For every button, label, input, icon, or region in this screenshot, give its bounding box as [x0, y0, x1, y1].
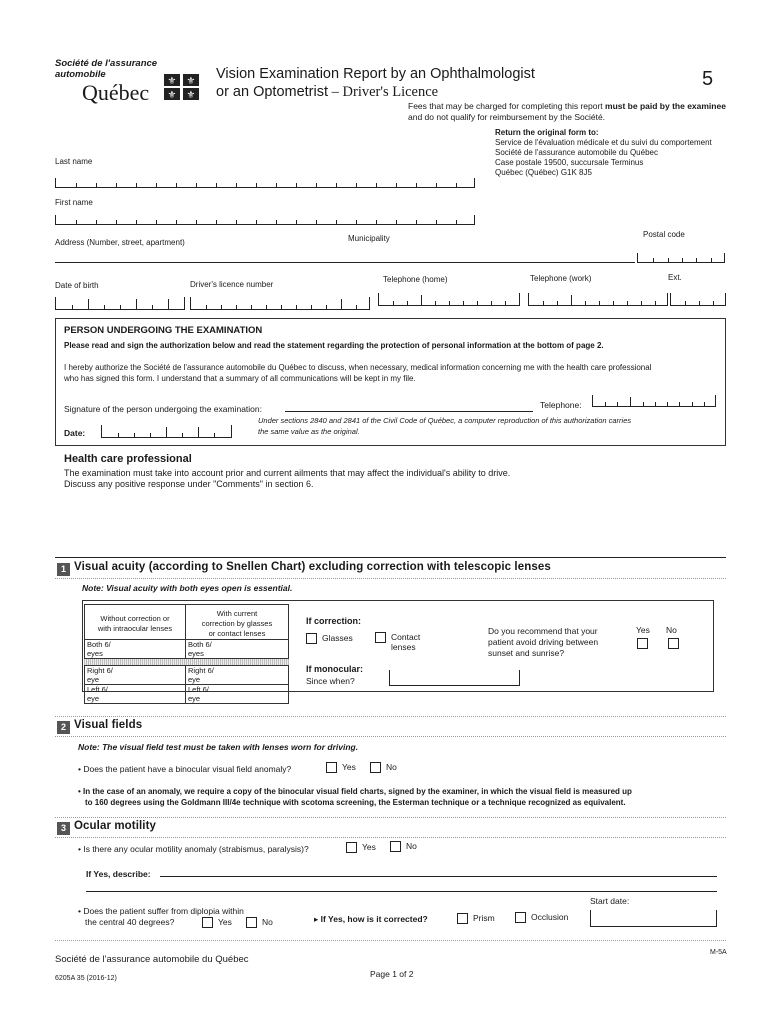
how-corrected-text: If Yes, how is it corrected? — [320, 914, 428, 924]
fees-line-1b: must be paid by the examinee — [605, 101, 726, 111]
contact-lenses-l2: lenses — [391, 642, 416, 652]
professional-line-1: The examination must take into account prior and current ailments that may affect the individual's ability to drive. — [64, 468, 511, 478]
sunset-question-l2: patient avoid driving between — [488, 637, 599, 647]
diplopia-no-label: No — [262, 917, 273, 927]
svg-text:⚜: ⚜ — [167, 90, 177, 100]
dob-label: Date of birth — [55, 281, 99, 290]
date-label: Date: — [64, 428, 86, 438]
motility-no-label: No — [406, 841, 417, 851]
prism-label: Prism — [473, 913, 495, 923]
address-line[interactable] — [55, 262, 635, 263]
arrow-right-icon: ▸ — [314, 914, 319, 924]
acuity-right-nocorr[interactable] — [84, 665, 186, 685]
sunset-question — [488, 626, 598, 659]
occlusion-checkbox[interactable] — [515, 912, 526, 923]
bullet: • — [78, 844, 84, 854]
date-field[interactable] — [101, 425, 232, 438]
footer-form-code: 6205A 35 (2016-12) — [55, 975, 117, 982]
return-title: Return the original form to: — [495, 128, 599, 137]
since-when-label: Since when? — [306, 676, 355, 686]
motility-question — [78, 844, 309, 854]
sunset-question-l1: Do you recommend that your — [488, 626, 598, 636]
acuity-both-corr[interactable] — [185, 639, 289, 659]
agency-line-2: automobile — [55, 69, 106, 80]
both-eyes-label-2b: eyes — [188, 649, 204, 658]
prism-checkbox[interactable] — [457, 913, 468, 924]
form-title-line-2a: or an Optometrist — [216, 84, 329, 100]
section-3-top-rule — [55, 817, 726, 818]
section-3-title: Ocular motility — [74, 820, 157, 832]
anomaly-instruction — [78, 786, 632, 808]
postal-code-label: Postal code — [643, 230, 685, 239]
bullet: • — [78, 906, 84, 916]
glasses-label: Glasses — [322, 633, 353, 643]
anomaly-line-1: In the case of an anomaly, we require a copy of the binocular visual field charts, signed by the examiner, in which the visual field is measured up — [83, 787, 632, 796]
binocular-no-checkbox[interactable] — [370, 762, 381, 773]
person-telephone-label: Telephone: — [540, 400, 582, 410]
person-instruction: Please read and sign the authorization below and read the statement regarding the protection of personal information at the bottom of page 2. — [64, 341, 604, 350]
section-2-note: Note: The visual field test must be taken with lenses worn for driving. — [78, 742, 359, 752]
return-line-2: Société de l'assurance automobile du Québec — [495, 148, 658, 157]
acuity-col1-header — [84, 604, 186, 640]
bullet: • — [78, 787, 84, 796]
start-date-field[interactable] — [590, 910, 717, 927]
motility-question-text: Is there any ocular motility anomaly (strabismus, paralysis)? — [83, 844, 309, 854]
left-eye-label-1: Left 6/ — [87, 685, 108, 694]
left-eye-label-2b: eye — [188, 694, 201, 703]
acuity-col1-header-l2: with intraocular lenses — [97, 624, 173, 633]
how-corrected-label — [314, 914, 428, 925]
both-eyes-label-2: Both 6/ — [188, 640, 212, 649]
section-1-divider — [55, 578, 726, 579]
diplopia-l2: the central 40 degrees? — [85, 917, 175, 927]
section-2-title: Visual fields — [74, 719, 143, 731]
acuity-right-corr[interactable] — [185, 665, 289, 685]
first-name-label: First name — [55, 198, 93, 207]
section-3-divider — [55, 837, 726, 838]
acuity-left-corr[interactable] — [185, 684, 289, 704]
quebec-flag-logo — [164, 74, 200, 100]
section-3-bottom-rule — [55, 940, 726, 941]
contact-lenses-checkbox[interactable] — [375, 632, 386, 643]
footer-page: Page 1 of 2 — [370, 969, 414, 979]
acuity-left-nocorr[interactable] — [84, 684, 186, 704]
civil-code-line-2: the same value as the original. — [258, 427, 360, 436]
ext-label: Ext. — [668, 273, 682, 282]
address-label: Address (Number, street, apartment) — [55, 238, 185, 247]
postal-code-field[interactable] — [637, 253, 725, 263]
binocular-yes-checkbox[interactable] — [326, 762, 337, 773]
last-name-label: Last name — [55, 157, 93, 166]
section-2-divider — [55, 736, 726, 737]
section-3-number: 3 — [57, 822, 70, 835]
return-line-4: Québec (Québec) G1K 8J5 — [495, 168, 592, 177]
left-eye-label-1b: eye — [87, 694, 100, 703]
binocular-question-text: Does the patient have a binocular visual field anomaly? — [83, 764, 292, 774]
start-date-label: Start date: — [590, 896, 630, 906]
both-eyes-label-1: Both 6/ — [87, 640, 111, 649]
describe-label: If Yes, describe: — [86, 869, 151, 879]
acuity-col2-header-l3: or contact lenses — [208, 629, 266, 638]
acuity-col2-header — [185, 604, 289, 640]
tel-work-field[interactable] — [528, 293, 668, 306]
occlusion-label: Occlusion — [531, 912, 569, 922]
auth-line-2: who has signed this form. I understand that a summary of all communications will be kept in my file. — [64, 374, 416, 383]
person-telephone-field[interactable] — [592, 395, 716, 407]
sunset-no-label: No — [666, 625, 677, 635]
form-number: 5 — [702, 68, 714, 90]
acuity-col2-header-l2: correction by glasses — [201, 619, 273, 628]
describe-line-1[interactable] — [160, 876, 717, 877]
right-eye-label-2: Right 6/ — [188, 666, 214, 675]
if-monocular-label: If monocular: — [306, 664, 364, 674]
professional-heading: Health care professional — [64, 453, 192, 465]
signature-line[interactable] — [285, 411, 533, 412]
civil-code-line-1: Under sections 2840 and 2841 of the Civil Code of Québec, a computer reproduction of this authorization carries — [258, 416, 632, 425]
authorization-text — [64, 362, 651, 384]
if-correction-label: If correction: — [306, 616, 362, 626]
professional-text — [64, 468, 510, 490]
right-eye-label-1: Right 6/ — [87, 666, 113, 675]
signature-label: Signature of the person undergoing the examination: — [64, 404, 262, 414]
contact-lenses-label — [391, 632, 420, 652]
binocular-yes-label: Yes — [342, 762, 356, 772]
sunset-question-l3: sunset and sunrise? — [488, 648, 565, 658]
person-heading: PERSON UNDERGOING THE EXAMINATION — [64, 325, 263, 336]
municipality-label: Municipality — [348, 234, 390, 243]
sunset-yes-label: Yes — [636, 625, 650, 635]
svg-text:⚜: ⚜ — [186, 90, 196, 100]
section-2-top-rule — [55, 716, 726, 717]
auth-line-1: I hereby authorize the Société de l'assurance automobile du Québec to discuss, when necessary, medical information concerning me with the health care professional — [64, 363, 652, 372]
motility-yes-label: Yes — [362, 842, 376, 852]
binocular-no-label: No — [386, 762, 397, 772]
acuity-col1-header-l1: Without correction or — [100, 614, 170, 623]
fees-line-1 — [408, 101, 726, 111]
motility-yes-checkbox[interactable] — [346, 842, 357, 853]
footer-agency: Société de l'assurance automobile du Québec — [55, 954, 249, 965]
form-title-line-2b: – Driver's Licence — [328, 84, 439, 100]
sunset-no-checkbox[interactable] — [668, 638, 679, 649]
acuity-col2-header-l1: With current — [216, 609, 258, 618]
section-1-title: Visual acuity (according to Snellen Chart) excluding correction with telescopic lenses — [74, 561, 551, 573]
section-2-number: 2 — [57, 721, 70, 734]
tel-home-label: Telephone (home) — [383, 275, 448, 284]
diplopia-yes-checkbox[interactable] — [202, 917, 213, 928]
return-line-1: Service de l'évaluation médicale et du suivi du comportement — [495, 138, 712, 147]
sunset-yes-checkbox[interactable] — [637, 638, 648, 649]
return-line-3: Case postale 19500, succursale Terminus — [495, 158, 644, 167]
fees-line-2: and do not qualify for reimbursement by the Société. — [408, 112, 606, 122]
first-name-field[interactable] — [55, 215, 475, 225]
binocular-question — [78, 764, 291, 774]
motility-no-checkbox[interactable] — [390, 841, 401, 852]
form-title-line-2 — [216, 84, 438, 101]
agency-line-1: Société de l'assurance — [55, 58, 158, 69]
svg-text:⚜: ⚜ — [186, 76, 196, 87]
agency-name — [55, 58, 157, 80]
section-1-number: 1 — [57, 563, 70, 576]
anomaly-line-2: to 160 degrees using the Goldmann III/4e technique with scotoma screening, the Esterman technique or a technique recognized as equivalent. — [85, 798, 626, 807]
footer-model: M-5A — [710, 949, 727, 956]
acuity-both-nocorr[interactable] — [84, 639, 186, 659]
quebec-wordmark: Québec — [82, 80, 150, 105]
right-eye-label-2b: eye — [188, 675, 201, 684]
tel-work-label: Telephone (work) — [530, 274, 592, 283]
bullet: • — [78, 764, 84, 774]
glasses-checkbox[interactable] — [306, 633, 317, 644]
licence-field[interactable] — [190, 297, 370, 310]
diplopia-no-checkbox[interactable] — [246, 917, 257, 928]
left-eye-label-2: Left 6/ — [188, 685, 209, 694]
ext-field[interactable] — [670, 293, 726, 306]
form-title-line-1: Vision Examination Report by an Ophthalmologist — [216, 66, 535, 82]
diplopia-l1: Does the patient suffer from diplopia within — [83, 906, 244, 916]
describe-line-2[interactable] — [86, 891, 717, 892]
fees-line-1a: Fees that may be charged for completing this report — [408, 101, 606, 111]
svg-text:⚜: ⚜ — [167, 76, 177, 87]
diplopia-yes-label: Yes — [218, 917, 232, 927]
both-eyes-label-1b: eyes — [87, 649, 103, 658]
right-eye-label-1b: eye — [87, 675, 100, 684]
contact-lenses-l1: Contact — [391, 632, 421, 642]
section-1-note: Note: Visual acuity with both eyes open is essential. — [82, 583, 293, 593]
tel-home-field[interactable] — [378, 293, 520, 306]
last-name-field[interactable] — [55, 178, 475, 188]
section-1-top-rule — [55, 557, 726, 558]
professional-line-2: Discuss any positive response under "Comments" in section 6. — [64, 479, 314, 489]
civil-code-note — [258, 415, 631, 437]
since-when-field[interactable] — [389, 670, 520, 686]
return-address — [495, 128, 712, 178]
dob-field[interactable] — [55, 297, 185, 310]
licence-label: Driver's licence number — [190, 280, 274, 289]
